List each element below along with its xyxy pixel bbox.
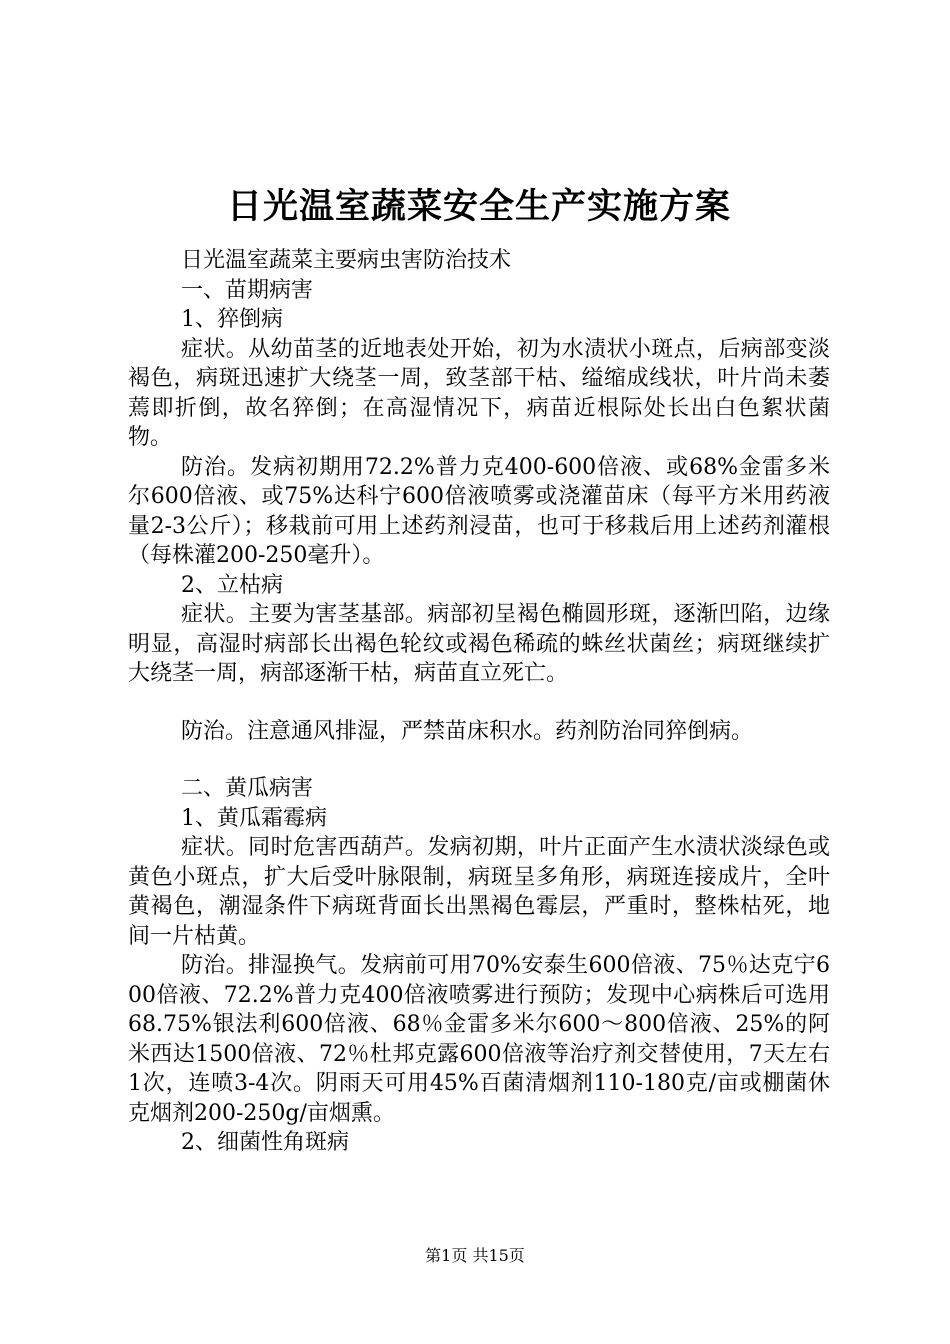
subsection-heading: 1、猝倒病 bbox=[181, 307, 283, 332]
subsection-heading: 1、黄瓜霜霉病 bbox=[181, 805, 327, 831]
body-paragraph: 防治。发病初期用72.2%普力克400-600倍液、或68%金雷多米尔600倍液、或75%达科宁600倍液喷雾或浇灌苗床（每平方米用药液量2-3公斤）；移栽前可用上述药剂浸苗，也可于移栽后用上述药剂灌根（每株灌200-250毫升）。 bbox=[128, 454, 830, 568]
document-page bbox=[128, 182, 830, 1158]
body-paragraph: 防治。排湿换气。发病前可用70%安泰生600倍液、75％达克宁600倍液、72.2%普力克400倍液喷雾进行预防；发现中心病株后可选用68.75%银法利600倍液、68％金雷多米尔600～800倍液、25%的阿米西达1500倍液、72％杜邦克露600倍液等治疗剂交替使用，7天左右1次，连喷3-4次。阴雨天可用45%百菌清烟剂110-180克/亩或棚菌休克烟剂200-250g/亩烟熏。 bbox=[128, 953, 830, 1126]
subtitle: 日光温室蔬菜主要病虫害防治技术 bbox=[181, 248, 512, 273]
section-heading: 二、黄瓜病害 bbox=[181, 776, 314, 801]
body-paragraph: 症状。主要为害茎基部。病部初呈褐色椭圆形斑，逐渐凹陷，边缘明显，高湿时病部长出褐色轮纹或褐色稀疏的蛛丝状菌丝；病斑继续扩大绕茎一周，病部逐渐干枯，病苗直立死亡。 bbox=[128, 602, 830, 686]
body-paragraph: 防治。注意通风排湿，严禁苗床积水。药剂防治同猝倒病。 bbox=[181, 718, 754, 744]
section-heading: 一、苗期病害 bbox=[181, 277, 314, 303]
page-number-footer: 第1页 共15页 bbox=[425, 1246, 525, 1265]
body-paragraph: 症状。从幼苗茎的近地表处开始，初为水渍状小斑点，后病部变淡褐色，病斑迅速扩大绕茎一周，致茎部干枯、缢缩成线状，叶片尚未萎蔫即折倒，故名猝倒；在高湿情况下，病苗近根际处长出白色絮状菌物。 bbox=[128, 336, 830, 450]
subsection-heading: 2、立枯病 bbox=[181, 572, 283, 598]
document-title: 日光温室蔬菜安全生产实施方案 bbox=[226, 186, 731, 227]
subsection-heading: 2、细菌性角斑病 bbox=[181, 1130, 349, 1155]
body-paragraph: 症状。同时危害西葫芦。发病初期，叶片正面产生水渍状淡绿色或黄色小斑点，扩大后受叶脉限制，病斑呈多角形，病斑连接成片，全叶黄褐色，潮湿条件下病斑背面长出黑褐色霉层，严重时，整株枯死，地间一片枯黄。 bbox=[128, 835, 830, 949]
